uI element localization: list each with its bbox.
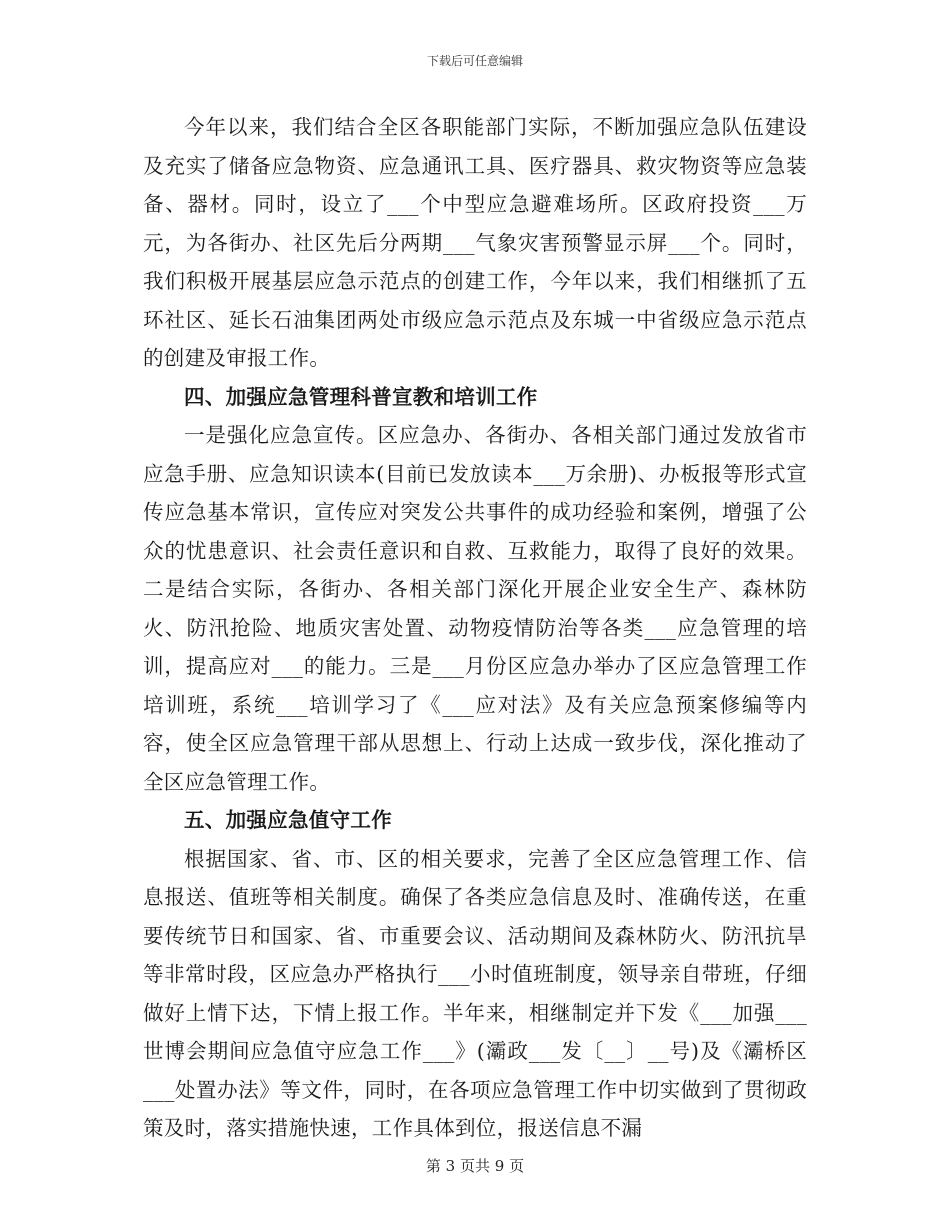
page-header: 下载后可任意编辑 [426, 54, 523, 68]
section-heading-4: 四、加强应急管理科普宣教和培训工作 [184, 384, 538, 409]
section-heading-5: 五、加强应急值守工作 [184, 808, 392, 832]
paragraph-publicity-training: 一是强化应急宣传。区应急办、各街办、各相关部门通过发放省市应急手册、应急知识读本(目前已发放读本___万余册)、办板报等形式宣传应急基本常识，宣传应对突发公共事件的成功经验和案例，增强了公众的忧患意识、社会责任意识和自救、互救能力，取得了良好的效果。二是结合实际，各街办、各相关部门深化开展企业安全生产、森林防火、防汛抢险、地质灾害处置、动物疫情防治等各类___应急管理的培训，提高应对___的能力。三是___月份区应急办举办了区应急管理工作培训班，系统___培训学习了《___应对法》及有关应急预案修编等内容，使全区应急管理干部从思想上、行动上达成一致步伐，深化推动了全区应急管理工作。 [143, 423, 807, 794]
paragraph-duty-work: 根据国家、省、市、区的相关要求，完善了全区应急管理工作、信息报送、值班等相关制度。确保了各类应急信息及时、准确传送，在重要传统节日和国家、省、市重要会议、活动期间及森林防火、防汛抗旱等非常时段，区应急办严格执行___小时值班制度，领导亲自带班，仔细做好上情下达，下情上报工作。半年来，相继制定并下发《___加强___世博会期间应急值守应急工作___》(灞政___发〔__〕__号)及《灞桥区___处置办法》等文件，同时，在各项应急管理工作中切实做到了贯彻政策及时，落实措施快速，工作具体到位，报送信息不漏 [143, 846, 807, 1140]
page-number: 第 3 页共 9 页 [425, 1157, 525, 1175]
document-body [143, 108, 807, 1148]
paragraph-emergency-team: 今年以来，我们结合全区各职能部门实际，不断加强应急队伍建设及充实了储备应急物资、应急通讯工具、医疗器具、救灾物资等应急装备、器材。同时，设立了___个中型应急避难场所。区政府投资___万元，为各街办、社区先后分两期___气象灾害预警显示屏___个。同时，我们积极开展基层应急示范点的创建工作，今年以来，我们相继抓了五环社区、延长石油集团两处市级应急示范点及东城一中省级应急示范点的创建及审报工作。 [143, 115, 807, 370]
